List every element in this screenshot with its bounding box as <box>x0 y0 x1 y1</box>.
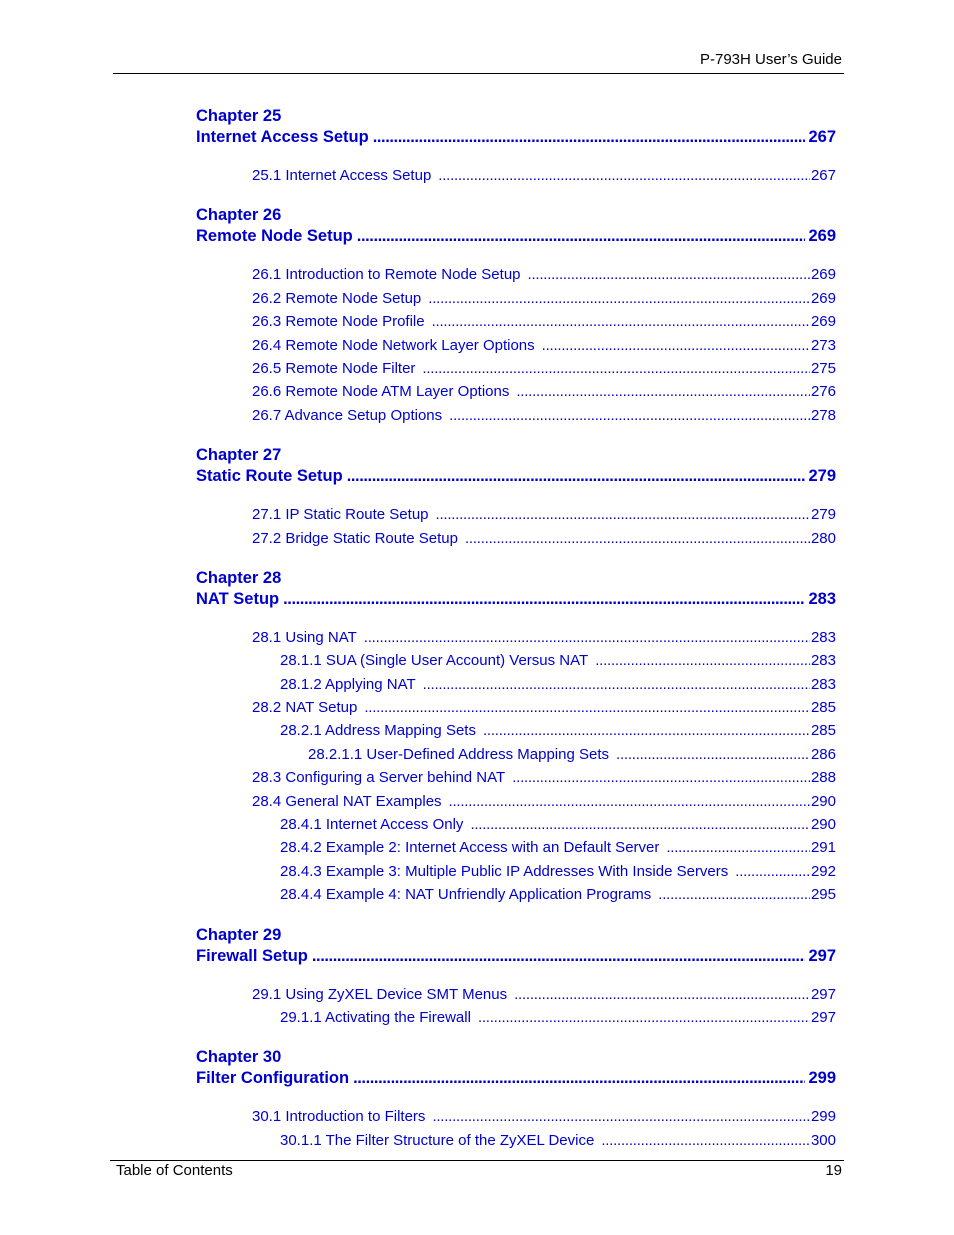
section-title: 26.4 Remote Node Network Layer Options <box>252 336 535 354</box>
dot-leader <box>449 790 810 813</box>
footer-rule <box>110 1160 844 1161</box>
toc-chapter <box>196 568 836 907</box>
dot-leader <box>347 466 806 487</box>
chapter-page-number: 297 <box>808 946 836 965</box>
section-page-number: 300 <box>810 1131 836 1149</box>
section-title: 30.1.1 The Filter Structure of the ZyXEL Device <box>280 1131 595 1149</box>
section-title: 26.1 Introduction to Remote Node Setup <box>252 266 521 284</box>
section-title: 28.1.2 Applying NAT <box>280 675 416 693</box>
section-title: 28.4.2 Example 2: Internet Access with an Default Server <box>280 839 660 857</box>
section-title: 25.1 Internet Access Setup <box>252 167 432 184</box>
section-page-number: 280 <box>810 529 836 547</box>
chapter-page-number: 283 <box>808 589 836 608</box>
section-page-number: 279 <box>810 506 836 524</box>
chapter-number-link[interactable]: Chapter 26 <box>196 206 282 225</box>
section-title: 28.2.1 Address Mapping Sets <box>280 722 476 740</box>
section-page-number: 297 <box>810 985 836 1003</box>
guide-title: P-793H User’s Guide <box>699 51 842 68</box>
section-page-number: 290 <box>810 792 836 810</box>
toc-section-link[interactable] <box>196 1006 836 1029</box>
chapter-title-link[interactable] <box>196 946 836 967</box>
footer-page-number: 19 <box>825 1162 842 1179</box>
section-title: 29.1.1 Activating the Firewall <box>280 1008 471 1026</box>
section-title: 30.1 Introduction to Filters <box>252 1108 426 1126</box>
dot-leader <box>595 649 810 672</box>
dot-leader <box>735 860 810 883</box>
dot-leader <box>432 1105 810 1128</box>
section-page-number: 269 <box>810 313 836 331</box>
toc-section-link[interactable] <box>196 310 836 333</box>
dot-leader <box>364 696 810 719</box>
section-page-number: 291 <box>810 839 836 857</box>
section-title: 26.3 Remote Node Profile <box>252 313 425 331</box>
section-page-number: 283 <box>810 675 836 693</box>
dot-leader <box>353 1068 805 1089</box>
dot-leader <box>465 527 810 550</box>
toc-chapter <box>196 1047 836 1152</box>
chapter-page-number: 299 <box>808 1069 836 1088</box>
chapter-number-link[interactable]: Chapter 30 <box>196 1048 282 1067</box>
toc-section-link[interactable] <box>196 503 836 526</box>
toc-section-link[interactable] <box>196 1105 836 1128</box>
section-page-number: 283 <box>810 628 836 646</box>
toc-section-link[interactable] <box>196 357 836 380</box>
section-title: 28.1.1 SUA (Single User Account) Versus NAT <box>280 652 589 670</box>
dot-leader <box>666 836 810 859</box>
dot-leader <box>373 127 806 148</box>
chapter-sections <box>196 626 836 907</box>
toc-chapter <box>196 106 836 187</box>
toc-section-link[interactable] <box>196 334 836 357</box>
toc-section-link[interactable] <box>196 790 836 813</box>
chapter-title-link[interactable] <box>196 589 836 610</box>
dot-leader <box>283 589 805 610</box>
section-page-number: 286 <box>810 745 836 763</box>
toc-section-link[interactable] <box>196 673 836 696</box>
chapter-title: NAT Setup <box>196 589 280 608</box>
dot-leader <box>357 226 806 247</box>
dot-leader <box>422 357 810 380</box>
toc-section-link[interactable] <box>196 287 836 310</box>
section-page-number: 267 <box>810 167 836 184</box>
section-title: 28.1 Using NAT <box>252 628 357 646</box>
section-title: 26.2 Remote Node Setup <box>252 289 422 307</box>
section-page-number: 292 <box>810 862 836 880</box>
section-title: 28.2 NAT Setup <box>252 699 358 717</box>
section-page-number: 299 <box>810 1108 836 1126</box>
section-title: 27.1 IP Static Route Setup <box>252 506 429 524</box>
header-rule <box>113 73 844 74</box>
chapter-title-link[interactable] <box>196 127 836 148</box>
dot-leader <box>423 673 810 696</box>
toc-section-link[interactable] <box>196 813 836 836</box>
chapter-sections <box>196 503 836 550</box>
dot-leader <box>438 164 810 187</box>
section-title: 28.4 General NAT Examples <box>252 792 442 810</box>
section-page-number: 283 <box>810 652 836 670</box>
toc-section-link[interactable] <box>196 983 836 1006</box>
section-page-number: 285 <box>810 722 836 740</box>
chapter-title: Remote Node Setup <box>196 227 353 246</box>
toc-section-link[interactable] <box>196 263 836 286</box>
chapter-page-number: 267 <box>808 128 836 146</box>
toc-section-link[interactable] <box>196 743 836 766</box>
toc-section-link[interactable] <box>196 164 836 187</box>
section-title: 26.5 Remote Node Filter <box>252 359 416 377</box>
dot-leader <box>512 766 810 789</box>
dot-leader <box>428 287 810 310</box>
section-page-number: 273 <box>810 336 836 354</box>
chapter-title-link[interactable] <box>196 466 836 487</box>
chapter-title: Filter Configuration <box>196 1069 350 1088</box>
toc-section-link[interactable] <box>196 719 836 742</box>
dot-leader <box>483 719 810 742</box>
section-page-number: 278 <box>810 406 836 424</box>
dot-leader <box>312 946 806 967</box>
dot-leader <box>470 813 810 836</box>
section-page-number: 269 <box>810 289 836 307</box>
dot-leader <box>436 503 810 526</box>
chapter-number-link[interactable]: Chapter 27 <box>196 446 282 465</box>
section-page-number: 295 <box>810 886 836 904</box>
toc-section-link[interactable] <box>196 766 836 789</box>
chapter-title: Static Route Setup <box>196 467 343 486</box>
chapter-sections <box>196 1105 836 1152</box>
table-of-contents <box>196 106 836 1152</box>
section-title: 28.3 Configuring a Server behind NAT <box>252 769 506 787</box>
chapter-title: Firewall Setup <box>196 946 308 965</box>
chapter-sections <box>196 983 836 1030</box>
section-page-number: 285 <box>810 699 836 717</box>
section-title: 28.4.4 Example 4: NAT Unfriendly Application Programs <box>280 886 652 904</box>
dot-leader <box>616 743 810 766</box>
dot-leader <box>528 263 810 286</box>
section-page-number: 288 <box>810 769 836 787</box>
toc-section-link[interactable] <box>196 1129 836 1152</box>
section-page-number: 275 <box>810 359 836 377</box>
chapter-sections <box>196 263 836 427</box>
chapter-title-link[interactable] <box>196 226 836 247</box>
section-title: 27.2 Bridge Static Route Setup <box>252 529 458 547</box>
toc-section-link[interactable] <box>196 649 836 672</box>
chapter-number-link[interactable]: Chapter 25 <box>196 107 282 125</box>
chapter-title-link[interactable] <box>196 1068 836 1089</box>
dot-leader <box>601 1129 810 1152</box>
section-title: 28.2.1.1 User-Defined Address Mapping Sets <box>308 745 610 763</box>
toc-section-link[interactable] <box>196 380 836 403</box>
section-page-number: 290 <box>810 816 836 834</box>
section-page-number: 269 <box>810 266 836 284</box>
chapter-title: Internet Access Setup <box>196 128 369 146</box>
toc-section-link[interactable] <box>196 883 836 906</box>
dot-leader <box>516 380 810 403</box>
section-page-number: 276 <box>810 383 836 401</box>
dot-leader <box>478 1006 810 1029</box>
toc-section-link[interactable] <box>196 836 836 859</box>
dot-leader <box>364 626 810 649</box>
section-page-number: 297 <box>810 1008 836 1026</box>
dot-leader <box>542 334 810 357</box>
section-title: 28.4.3 Example 3: Multiple Public IP Addresses With Inside Servers <box>280 862 729 880</box>
chapter-page-number: 269 <box>808 227 836 246</box>
toc-section-link[interactable] <box>196 860 836 883</box>
section-title: 29.1 Using ZyXEL Device SMT Menus <box>252 985 508 1003</box>
toc-section-link[interactable] <box>196 626 836 649</box>
dot-leader <box>449 404 810 427</box>
section-title: 26.6 Remote Node ATM Layer Options <box>252 383 510 401</box>
chapter-sections <box>196 164 836 187</box>
toc-section-link[interactable] <box>196 404 836 427</box>
dot-leader <box>658 883 810 906</box>
section-title: 26.7 Advance Setup Options <box>252 406 443 424</box>
footer-section-name: Table of Contents <box>116 1162 233 1179</box>
dot-leader <box>432 310 810 333</box>
toc-chapter <box>196 925 836 1030</box>
dot-leader <box>514 983 810 1006</box>
chapter-number-link[interactable]: Chapter 29 <box>196 925 282 944</box>
toc-chapter <box>196 205 836 427</box>
toc-section-link[interactable] <box>196 527 836 550</box>
section-title: 28.4.1 Internet Access Only <box>280 816 464 834</box>
chapter-page-number: 279 <box>808 467 836 486</box>
chapter-number-link[interactable]: Chapter 28 <box>196 568 282 587</box>
toc-section-link[interactable] <box>196 696 836 719</box>
toc-chapter <box>196 445 836 550</box>
